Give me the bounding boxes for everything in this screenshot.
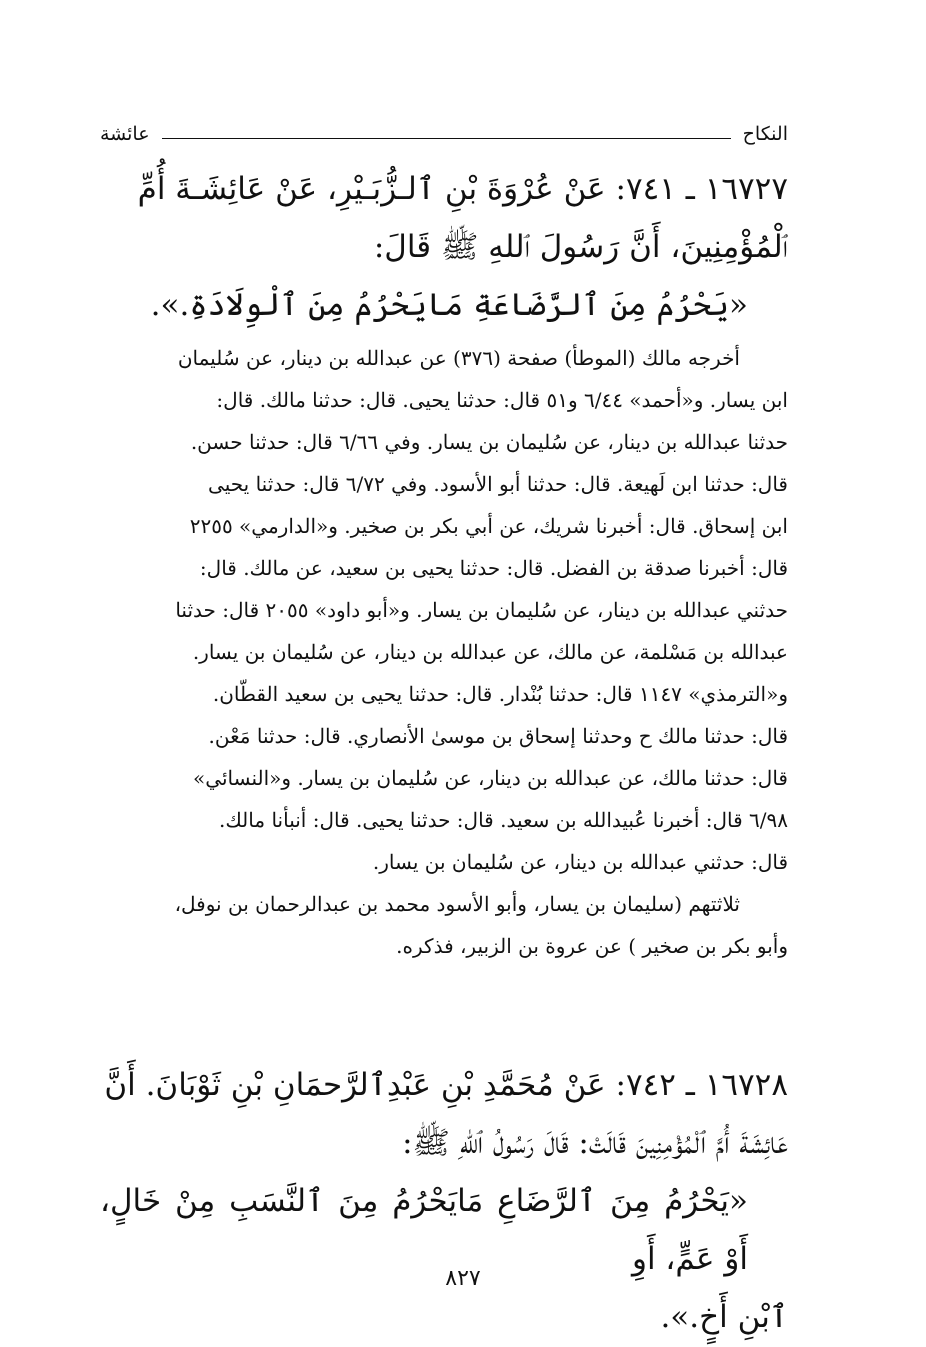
takhrij-line: قال: أخبرنا صدقة بن الفضل. قال: حدثنا يحيى بن سعيد، عن مالك. قال: — [199, 556, 788, 580]
hadith-742-line-2: عَائِشَةَ أُمَّ ٱلْمُؤْمِنِينَ قَالَتْ: قَالَ رَسُولُ ٱللهِ ﷺ: — [402, 1125, 788, 1161]
header-rule — [162, 138, 731, 139]
takhrij-line: قال: حدثنا مالك ح وحدثنا إسحاق بن موسىٰ الأنصاري. قال: حدثنا مَعْن. — [208, 724, 788, 748]
hadith-742 — [100, 1056, 788, 1346]
hadith-741-line-2: ٱلْمُؤْمِنِينَ، أَنَّ رَسُولَ ٱللهِ ﷺ قَالَ: — [373, 229, 788, 265]
hadith-741-quote: «يَحْرُمُ مِنَ ٱلرَّضَاعَةِ مَايَحْرُمُ مِنَ ٱلْوِلَادَةِ.». — [150, 287, 748, 323]
takhrij-line: عبدالله بن مَسْلمة، عن مالك، عن عبدالله بن دينار، عن سُليمان بن يسار. — [192, 640, 788, 664]
takhrij-741 — [100, 337, 788, 967]
narrator-name: عائشة — [100, 123, 150, 145]
hadith-742-line-1: ١٦٧٢٨ ـ ٧٤٢: عَنْ مُحَمَّدِ بْنِ عَبْدِٱلرَّحمَانِ بْنِ ثَوْبَانَ. أَنَّ — [104, 1067, 788, 1103]
hadith-742-quote-2: ٱبْنِ أَخٍ.». — [660, 1299, 788, 1335]
takhrij-line: حدثنا عبدالله بن دينار، عن سُليمان بن يسار. وفي ٦/٦٦ قال: حدثنا حسن. — [190, 430, 788, 454]
hadith-741 — [100, 160, 788, 334]
chapter-title: النكاح — [742, 123, 788, 145]
takhrij-summary-line: ثلاثتهم (سليمان بن يسار، وأبو الأسود محمد بن عبدالرحمان بن نوفل، — [174, 892, 740, 916]
takhrij-line: قال: حدثني عبدالله بن دينار، عن سُليمان بن يسار. — [372, 850, 788, 874]
takhrij-line: حدثني عبدالله بن دينار، عن سُليمان بن يسار. و«أبو داود» ٢٠٥٥ قال: حدثنا — [175, 598, 788, 622]
hadith-741-line-1: ١٦٧٢٧ ـ ٧٤١: عَنْ عُرْوَةَ بْنِ ٱلـزُّبَـيْرِ، عَنْ عَائِشَـةَ أُمِّ — [137, 171, 788, 207]
hadith-742-quote-1: «يَحْرُمُ مِنَ ٱلرَّضَاعِ مَايَحْرُمُ مِنَ ٱلنَّسَبِ مِنْ خَالٍ، أَوْ عَمٍّ، أَوِ — [100, 1183, 748, 1277]
takhrij-summary-line: وأبو بكر بن صخير ) عن عروة بن الزبير، فذكره. — [396, 934, 788, 958]
takhrij-line: ابن يسار. و«أحمد» ٦/٤٤ و٥١ قال: حدثنا يحيى. قال: حدثنا مالك. قال: — [216, 388, 788, 412]
takhrij-line: قال: حدثنا ابن لَهيعة. قال: حدثنا أبو الأسود. وفي ٦/٧٢ قال: حدثنا يحيى — [208, 472, 788, 496]
page-number: ٨٢٧ — [445, 1266, 481, 1291]
takhrij-line: ابن إسحاق. قال: أخبرنا شريك، عن أبي بكر بن صخير. و«الدارمي» ٢٢٥٥ — [189, 514, 788, 538]
takhrij-line: قال: حدثنا مالك، عن عبدالله بن دينار، عن سُليمان بن يسار. و«النسائي» — [193, 766, 788, 790]
takhrij-line: ٦/٩٨ قال: أخبرنا عُبيدالله بن سعيد. قال: حدثنا يحيى. قال: أنبأنا مالك. — [218, 808, 788, 832]
takhrij-line: و«الترمذي» ١١٤٧ قال: حدثنا بُنْدار. قال: حدثنا يحيى بن سعيد القطّان. — [212, 682, 788, 706]
running-head — [100, 118, 788, 150]
takhrij-line: أخرجه مالك (الموطأ) صفحة (٣٧٦) عن عبدالله بن دينار، عن سُليمان — [177, 346, 740, 370]
